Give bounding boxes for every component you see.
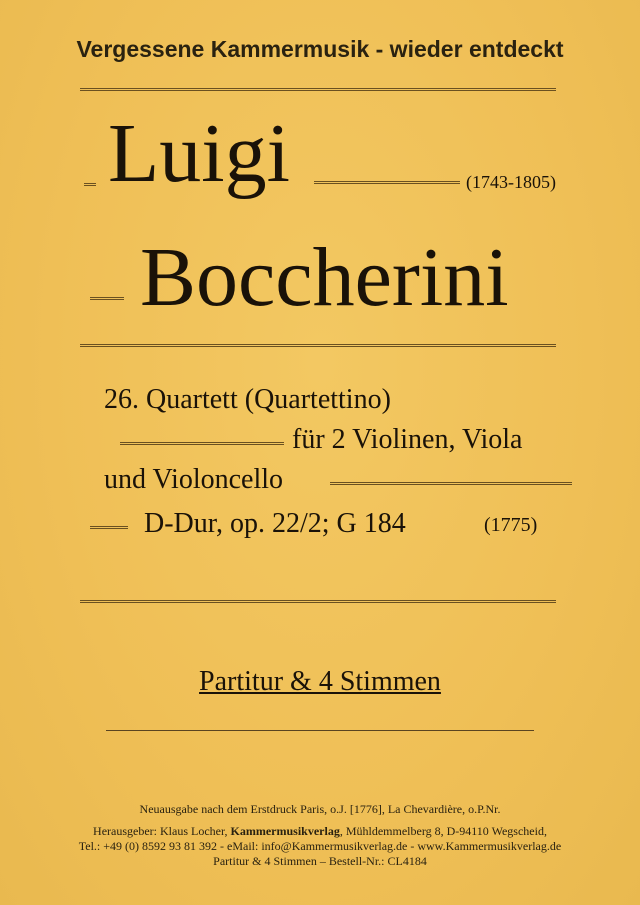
work-title-line1: 26. Quartett (Quartettino) (104, 384, 391, 415)
dash-rule (314, 181, 460, 184)
publisher-name: Kammermusikverlag (230, 824, 340, 838)
dash-rule (120, 442, 284, 445)
publisher-address: , Mühldemmelberg 8, D-94110 Wegscheid, (339, 824, 547, 838)
footer-source: Neuausgabe nach dem Erstdruck Paris, o.J. [1776], La Chevardière, o.P.Nr. (139, 802, 501, 816)
work-title-line4: D-Dur, op. 22/2; G 184 (144, 508, 406, 539)
composer-dates: (1743-1805) (466, 172, 556, 192)
composer-first-name: Luigi (108, 107, 290, 200)
dash-rule (90, 297, 124, 300)
footer-rule (106, 730, 534, 731)
series-title: Vergessene Kammermusik - wieder entdeckt (76, 36, 564, 62)
footer-editor (0, 824, 640, 839)
dash-rule (90, 526, 128, 529)
work-title-line2: für 2 Violinen, Viola (292, 424, 523, 455)
footer-contact: Tel.: +49 (0) 8592 93 81 392 - eMail: info@Kammermusikverlag.de - www.Kammermusikverlag.de (78, 839, 562, 853)
divider-line (80, 88, 556, 91)
editor-prefix: Herausgeber: Klaus Locher, (93, 824, 228, 838)
dash-rule (84, 183, 96, 186)
dash-rule (330, 482, 572, 485)
edition-label: Partitur & 4 Stimmen (199, 666, 441, 697)
composition-year: (1775) (484, 514, 538, 536)
work-title-line3: und Violoncello (104, 464, 284, 495)
composer-last-name: Boccherini (140, 231, 509, 324)
divider-line (80, 600, 556, 603)
footer-order: Partitur & 4 Stimmen – Bestell-Nr.: CL4184 (213, 854, 427, 868)
divider-line (80, 344, 556, 347)
